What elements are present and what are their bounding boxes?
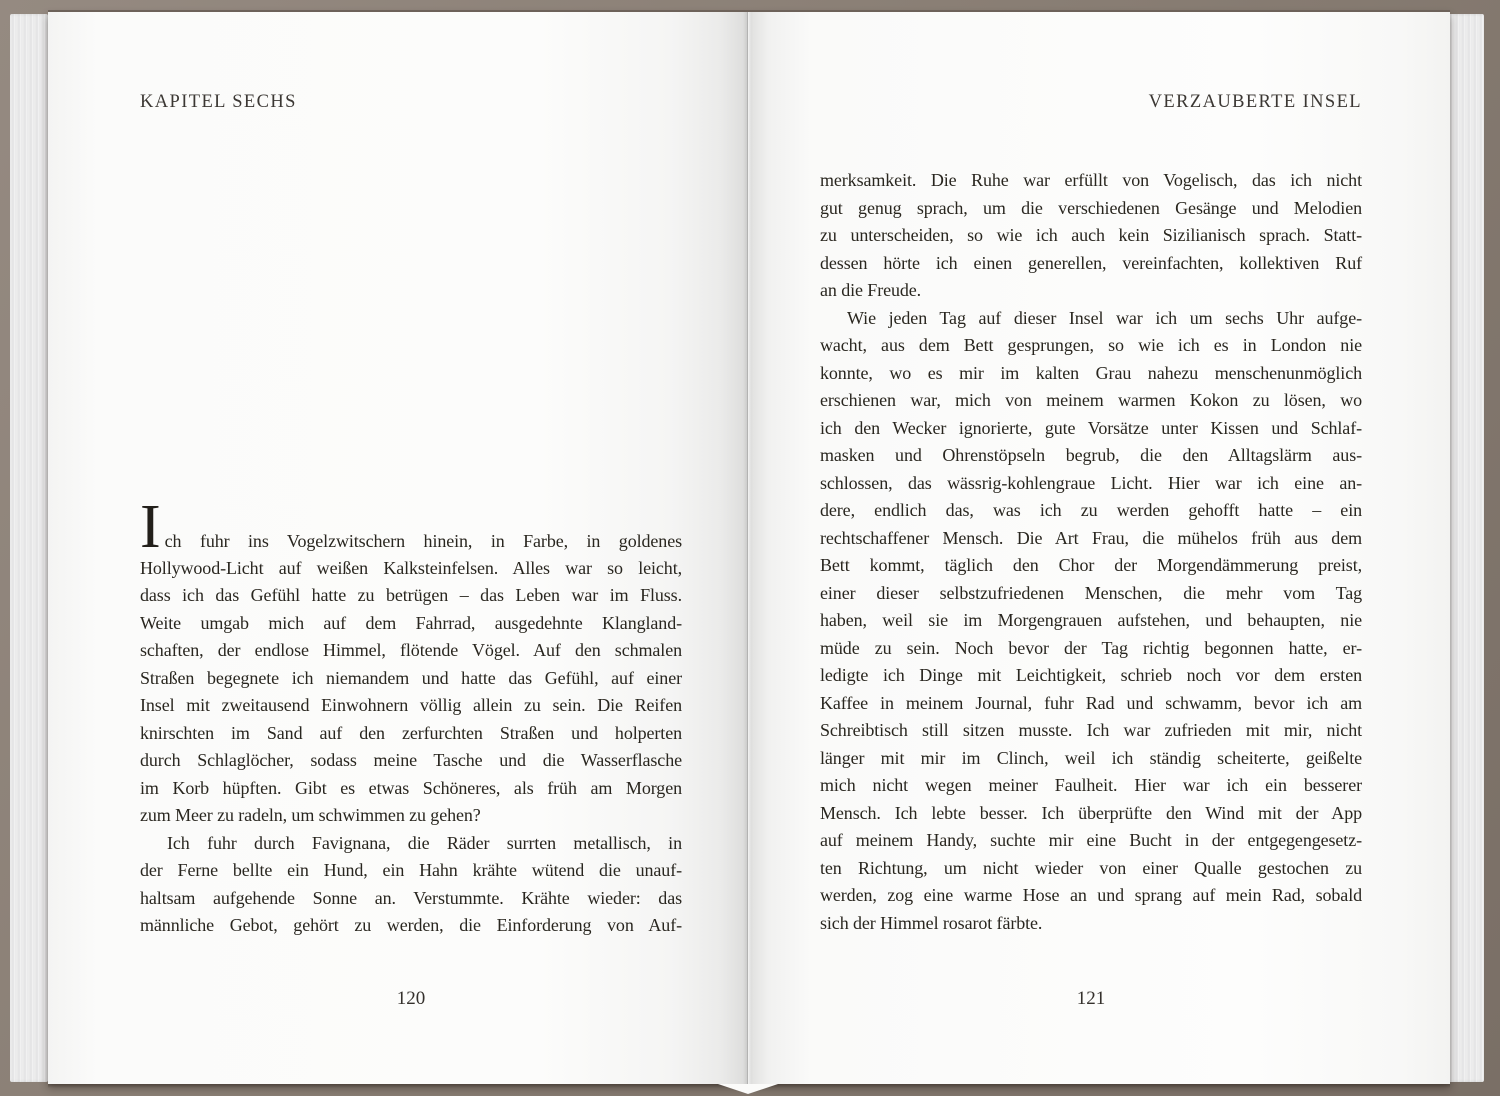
- page-number-right: 121: [1076, 988, 1106, 1009]
- text-line: konnte, wo es mir im kalten Grau nahezu menschenunmöglich: [820, 362, 1362, 383]
- text-line: knirschten im Sand auf den zerfurchten Straßen und holperten: [140, 722, 682, 743]
- text-line: rechtschaffener Mensch. Die Art Frau, die mühelos früh aus dem: [820, 527, 1362, 548]
- text-line: Mensch. Ich lebte besser. Ich überprüfte den Wind mit der App: [820, 802, 1362, 823]
- text-line: Ich fuhr durch Favignana, die Räder surrten metallisch, in: [167, 832, 682, 853]
- gutter-highlight: [748, 12, 752, 1084]
- text-line: Kaffee in meinem Journal, fuhr Rad und schwamm, bevor ich am: [820, 692, 1362, 713]
- text-line: ten Richtung, um nicht wieder von einer Qualle gestochen zu: [820, 857, 1362, 878]
- text-line: zum Meer zu radeln, um schwimmen zu gehen?: [140, 805, 481, 825]
- text-line: ich den Wecker ignorierte, gute Vorsätze unter Kissen und Schlaf-: [820, 417, 1362, 438]
- text-line: müde zu sein. Noch bevor der Tag richtig begonnen hatte, er-: [820, 637, 1362, 658]
- text-line: schlossen, das wässrig-kohlengraue Licht. Hier war ich eine an-: [820, 472, 1362, 493]
- text-line: Hollywood-Licht auf weißen Kalksteinfelsen. Alles war so leicht,: [140, 557, 682, 578]
- right-page-edges: [1448, 14, 1484, 1082]
- text-line: der Ferne bellte ein Hund, ein Hahn krähte wütend die unauf-: [140, 860, 682, 880]
- text-line: mich nicht wegen meiner Faulheit. Hier war ich ein besserer: [820, 775, 1362, 795]
- left-page-edges: [10, 14, 48, 1082]
- text-line: haben, weil sie im Morgengrauen aufstehen, und behaupten, nie: [820, 610, 1362, 630]
- text-line: einer dieser selbstzufriedenen Menschen, die mehr vom Tag: [820, 582, 1362, 603]
- text-line: sich der Himmel rosarot färbte.: [820, 912, 1043, 933]
- text-line: haltsam aufgehende Sonne an. Verstummte. Krähte wieder: das: [140, 887, 682, 908]
- drop-cap: I: [140, 493, 162, 561]
- page-number-left: 120: [396, 988, 426, 1009]
- text-line: masken und Ohrenstöpseln begrub, die den Alltagslärm aus-: [820, 445, 1362, 465]
- running-header-right: VERZAUBERTE INSEL: [1148, 92, 1362, 112]
- text-line: merksamkeit. Die Ruhe war erfüllt von Vogelisch, das ich nicht: [820, 170, 1362, 190]
- text-line: dere, endlich das, was ich zu werden gehofft hatte – ein: [820, 500, 1362, 520]
- body-text-left: [140, 493, 682, 940]
- text-line: gut genug sprach, um die verschiedenen Gesänge und Melodien: [820, 197, 1362, 218]
- text-line: Schreibtisch still sitzen musste. Ich war zufrieden mit mir, nicht: [820, 720, 1362, 740]
- open-book-spread: [48, 12, 1450, 1084]
- bottom-gutter-notch: [718, 1084, 778, 1094]
- text-line: dessen hörte ich einen generellen, vereinfachten, kollektiven Ruf: [820, 252, 1362, 273]
- running-header-left: KAPITEL SECHS: [140, 92, 297, 112]
- text-line: Weite umgab mich auf dem Fahrrad, ausgedehnte Klangland-: [140, 612, 682, 633]
- text-line: auf meinem Handy, suchte mir eine Bucht in der entgegengesetz-: [820, 830, 1362, 850]
- text-line: Ich fuhr ins Vogelzwitschern hinein, in Farbe, in goldenes: [140, 493, 682, 561]
- text-line: Straßen begegnete ich niemandem und hatte das Gefühl, auf einer: [140, 667, 682, 688]
- text-line: Bett kommt, täglich den Chor der Morgendämmerung preist,: [820, 555, 1362, 575]
- text-line: Wie jeden Tag auf dieser Insel war ich um sechs Uhr aufge-: [847, 307, 1362, 328]
- text-line: schaften, der endlose Himmel, flötende Vögel. Auf den schmalen: [140, 640, 682, 660]
- text-line: durch Schlaglöcher, sodass meine Tasche und die Wasserflasche: [140, 750, 682, 770]
- text-line: werden, zog eine warme Hose an und sprang auf mein Rad, sobald: [820, 885, 1362, 905]
- text-line: Insel mit zweitausend Einwohnern völlig allein zu sein. Die Reifen: [140, 695, 682, 715]
- body-text-right: [820, 167, 1362, 937]
- text-line: ledigte ich Dinge mit Leichtigkeit, schrieb noch vor dem ersten: [820, 665, 1362, 685]
- text-line: erschienen war, mich von meinem warmen Kokon zu lösen, wo: [820, 390, 1362, 410]
- text-line: dass ich das Gefühl hatte zu betrügen – das Leben war im Fluss.: [140, 585, 682, 605]
- text-line: länger mit mir im Clinch, weil ich ständig scheiterte, geißelte: [820, 747, 1362, 768]
- text-line: männliche Gebot, gehört zu werden, die Einforderung von Auf-: [140, 915, 682, 935]
- text-line: wacht, aus dem Bett gesprungen, so wie ich es in London nie: [820, 335, 1362, 355]
- text-line: zu unterscheiden, so wie ich auch kein Sizilianisch sprach. Statt-: [820, 225, 1362, 245]
- text-line: an die Freude.: [820, 280, 922, 300]
- text-line: im Korb hüpften. Gibt es etwas Schöneres, als früh am Morgen: [140, 777, 682, 798]
